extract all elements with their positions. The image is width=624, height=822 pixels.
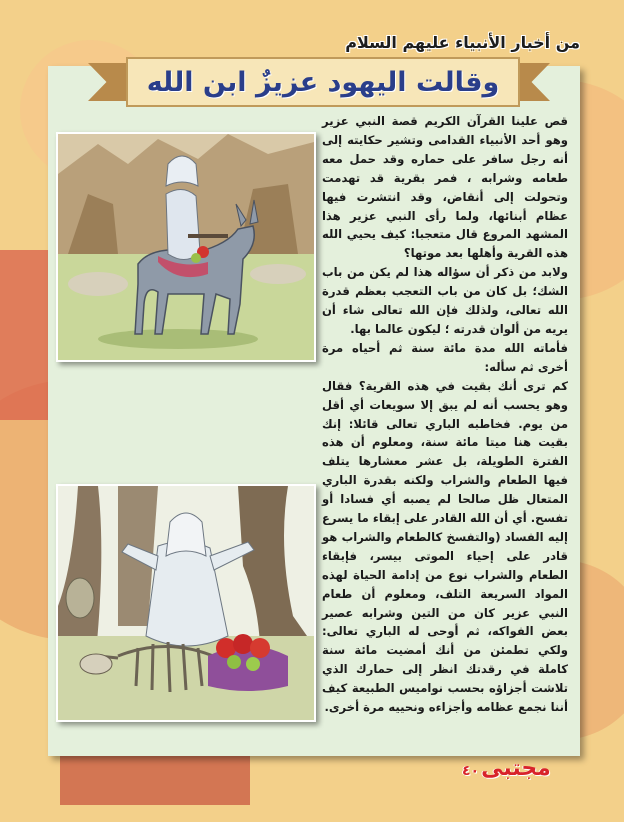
article-paragraph: قص علينا القرآن الكريم قصة النبي عزير وهو أحد الأنبياء القدامى وتشير حكايته إلى أنه رجل سافر على حماره وقد حمل معه طعامه وشرابه ، فمر بقرية قد تهدمت وتحولت إلى أنقاض، وقد انتشرت فيها عظام أبنائها، ولما رأى النبي عزير هذا المشهد المروع قال متعجبا: كيف يحيي الله هذه القرية وأهلها بعد موتها؟: [322, 114, 568, 261]
illustration-man-on-donkey: [56, 132, 316, 362]
article-paragraph: كم ترى أنك بقيت في هذه القرية؟ فقال وهو يحسب أنه لم يبق إلا سويعات أي أقل من يوم. فخاطبه الباري تعالى قائلا: إنك بقيت هنا ميتا مائة سنة، ومعلوم أن هذه الفترة الطويلة، بل عشر معشارها يتلف فيها الطعام والشراب ولكنه بقدرة الباري المتعال ظل صالحا لم يصبه أي فسادا أو تفسح. أي أن الله القادر على إبقاء ما يسرع إليه الفساد (والتفسخ كالطعام والشراب هو قادر على إحياء الموتى بيسر، فإبقاء الطعام والشراب نوع من إدامة الحياة لهذه المواد السريعة التلف، ومعلوم أن طعام النبي عزير كان من التين وشرابه عصير بعض الفواكه، ثم أوحى له الباري تعالى: ولكي تطمئن من أنك أمضيت مائة سنة كاملة في رقدتك انظر إلى حمارك الذي تلاشت أجزاؤه بحسب نواميس الطبيعة كيف أننا نجمع عظامه وأجزاءه ونحييه مرة أخرى.: [322, 378, 568, 715]
page-number: ٤٠: [462, 763, 480, 779]
article-body: [322, 112, 568, 717]
article-paragraph: ولابد من ذكر أن سؤاله هذا لم يكن من باب الشك؛ بل كان من باب التعجب بعظم قدرة الله تعالى، ولذلك فإن الله تعالى شاء أن يريه من ألوان قدرته ؛ ليكون عالما بها.: [322, 265, 568, 336]
title-ribbon: [88, 55, 550, 107]
article-paragraph: فأماته الله مدة مائة سنة ثم أحياه مرة أخرى ثم سأله:: [322, 340, 568, 374]
logo-name: مجتبى: [481, 756, 551, 781]
illustration-man-on-donkey-art: [58, 134, 314, 360]
article-title: وقالت اليهود عزيزٌ ابن الله: [146, 66, 500, 98]
ribbon-front: [126, 57, 520, 107]
illustration-man-with-remains: [56, 484, 316, 722]
illustration-man-with-remains-art: [58, 486, 314, 720]
magazine-logo: [462, 756, 551, 781]
section-header: من أخبار الأنبياء عليهم السلام: [345, 33, 580, 52]
